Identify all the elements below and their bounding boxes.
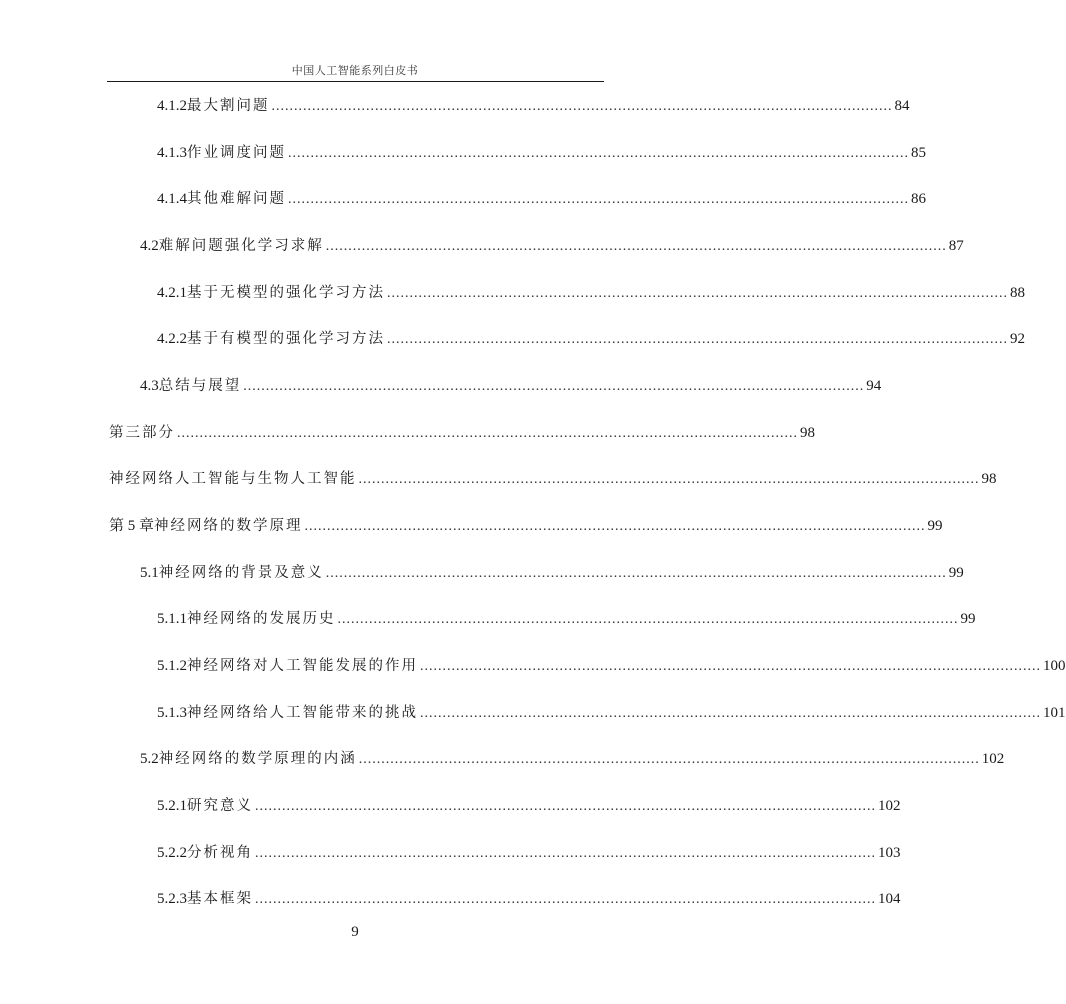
toc-entry-title: 基于有模型的强化学习方法 — [187, 331, 385, 347]
toc-entry-title: 神经网络人工智能与生物人工智能 — [109, 471, 357, 487]
toc-entry[interactable] — [140, 374, 882, 396]
toc-entry[interactable] — [157, 141, 926, 163]
toc-entry[interactable] — [157, 701, 1066, 723]
toc-entry-number: 5.2.3 — [157, 891, 187, 907]
toc-entry-leader: .......................................................................................................................................... — [255, 846, 876, 861]
toc-entry-number: 5.1.1 — [157, 611, 187, 627]
toc-entry[interactable] — [157, 794, 901, 816]
toc-entry-page: 102 — [878, 798, 901, 814]
toc-entry-title: 研究意义 — [187, 798, 253, 814]
toc-entry-number: 第 5 章 — [109, 518, 155, 534]
toc-entry[interactable] — [140, 234, 964, 256]
toc-entry-title: 神经网络对人工智能发展的作用 — [187, 658, 418, 674]
header-rule — [107, 81, 604, 82]
toc-entry-leader: .......................................................................................................................................... — [337, 612, 959, 627]
toc-entry[interactable] — [157, 607, 976, 629]
toc-entry-number: 5.2.1 — [157, 798, 187, 814]
toc-entry-leader: .......................................................................................................................................... — [271, 99, 893, 114]
toc-entry-page: 100 — [1043, 658, 1066, 674]
toc-entry-title: 基本框架 — [187, 891, 253, 907]
toc-entry-number: 4.1.2 — [157, 98, 187, 114]
toc-entry-title: 难解问题强化学习求解 — [158, 238, 324, 254]
toc-entry-page: 86 — [911, 191, 926, 207]
toc-entry-title: 神经网络的背景及意义 — [158, 565, 324, 581]
toc-entry[interactable] — [157, 654, 1066, 676]
toc-entry-title: 神经网络的发展历史 — [187, 611, 336, 627]
toc-entry-number: 5.1.2 — [157, 658, 187, 674]
toc-entry[interactable] — [157, 887, 901, 909]
toc-entry-page: 85 — [911, 145, 926, 161]
running-header: 中国人工智能系列白皮书 — [291, 64, 419, 77]
toc-entry-number: 5.2 — [140, 751, 159, 767]
toc-entry-title: 基于无模型的强化学习方法 — [187, 285, 385, 301]
toc-entry-page: 99 — [960, 611, 976, 627]
toc-entry[interactable] — [109, 514, 943, 536]
toc-entry-number: 4.1.3 — [157, 145, 187, 161]
toc-entry-page: 88 — [1010, 285, 1025, 301]
toc-entry-title: 总结与展望 — [158, 378, 242, 394]
toc-entry-leader: .......................................................................................................................................... — [304, 519, 926, 534]
toc-entry-title: 第三部分 — [109, 425, 175, 441]
toc-entry-leader: .......................................................................................................................................... — [420, 706, 1041, 721]
toc-entry-page: 103 — [878, 845, 901, 861]
toc-entry-title: 神经网络的数学原理 — [154, 518, 303, 534]
toc-entry-leader: .......................................................................................................................................... — [288, 146, 909, 161]
toc-entry-number: 4.3 — [140, 378, 159, 394]
toc-entry-title: 其他难解问题 — [187, 191, 286, 207]
toc-entry-page: 92 — [1010, 331, 1025, 347]
toc-entry-leader: .......................................................................................................................................... — [255, 892, 876, 907]
toc-entry[interactable] — [140, 747, 1005, 769]
toc-entry-leader: .......................................................................................................................................... — [387, 332, 1008, 347]
toc-entry-page: 84 — [894, 98, 910, 114]
toc-entry-leader: .......................................................................................................................................... — [387, 286, 1008, 301]
toc-entry-title: 作业调度问题 — [187, 145, 286, 161]
toc-entry-leader: .......................................................................................................................................... — [358, 752, 980, 767]
toc-entry-number: 5.2.2 — [157, 845, 187, 861]
toc-entry-title: 神经网络给人工智能带来的挑战 — [187, 705, 418, 721]
toc-entry[interactable] — [157, 327, 1025, 349]
toc-entry[interactable] — [157, 94, 910, 116]
toc-entry-leader: .......................................................................................................................................... — [288, 192, 909, 207]
toc-entry[interactable] — [109, 467, 997, 489]
toc-entry-title: 分析视角 — [187, 845, 253, 861]
toc-entry-page: 104 — [878, 891, 901, 907]
toc-entry-page: 102 — [981, 751, 1005, 767]
toc-entry-number: 5.1 — [140, 565, 159, 581]
toc-entry-page: 99 — [927, 518, 943, 534]
toc-entry-title: 最大割问题 — [187, 98, 270, 114]
toc-entry-leader: .......................................................................................................................................... — [358, 472, 980, 487]
toc-entry[interactable] — [157, 281, 1025, 303]
page-number: 9 — [351, 924, 359, 940]
toc-entry-page: 101 — [1043, 705, 1066, 721]
toc-entry-leader: .......................................................................................................................................... — [325, 239, 947, 254]
toc-entry-number: 4.2.1 — [157, 285, 187, 301]
toc-entry[interactable] — [157, 841, 901, 863]
toc-entry-page: 94 — [866, 378, 882, 394]
toc-entry-leader: .......................................................................................................................................... — [325, 566, 947, 581]
toc-entry-page: 99 — [948, 565, 964, 581]
toc-entry[interactable] — [140, 561, 964, 583]
toc-entry-number: 4.1.4 — [157, 191, 187, 207]
toc-entry-page: 98 — [981, 471, 997, 487]
toc-entry-number: 5.1.3 — [157, 705, 187, 721]
toc-entry-number: 4.2 — [140, 238, 159, 254]
toc-entry[interactable] — [109, 421, 815, 443]
toc-entry-leader: .......................................................................................................................................... — [420, 659, 1041, 674]
toc-entry-page: 87 — [948, 238, 964, 254]
toc-entry-leader: .......................................................................................................................................... — [243, 379, 865, 394]
toc-entry[interactable] — [157, 187, 926, 209]
toc-entry-leader: .......................................................................................................................................... — [255, 799, 876, 814]
toc-entry-leader: .......................................................................................................................................... — [177, 426, 798, 441]
toc-entry-page: 98 — [800, 425, 815, 441]
toc-entry-number: 4.2.2 — [157, 331, 187, 347]
toc-entry-title: 神经网络的数学原理的内涵 — [158, 751, 357, 767]
